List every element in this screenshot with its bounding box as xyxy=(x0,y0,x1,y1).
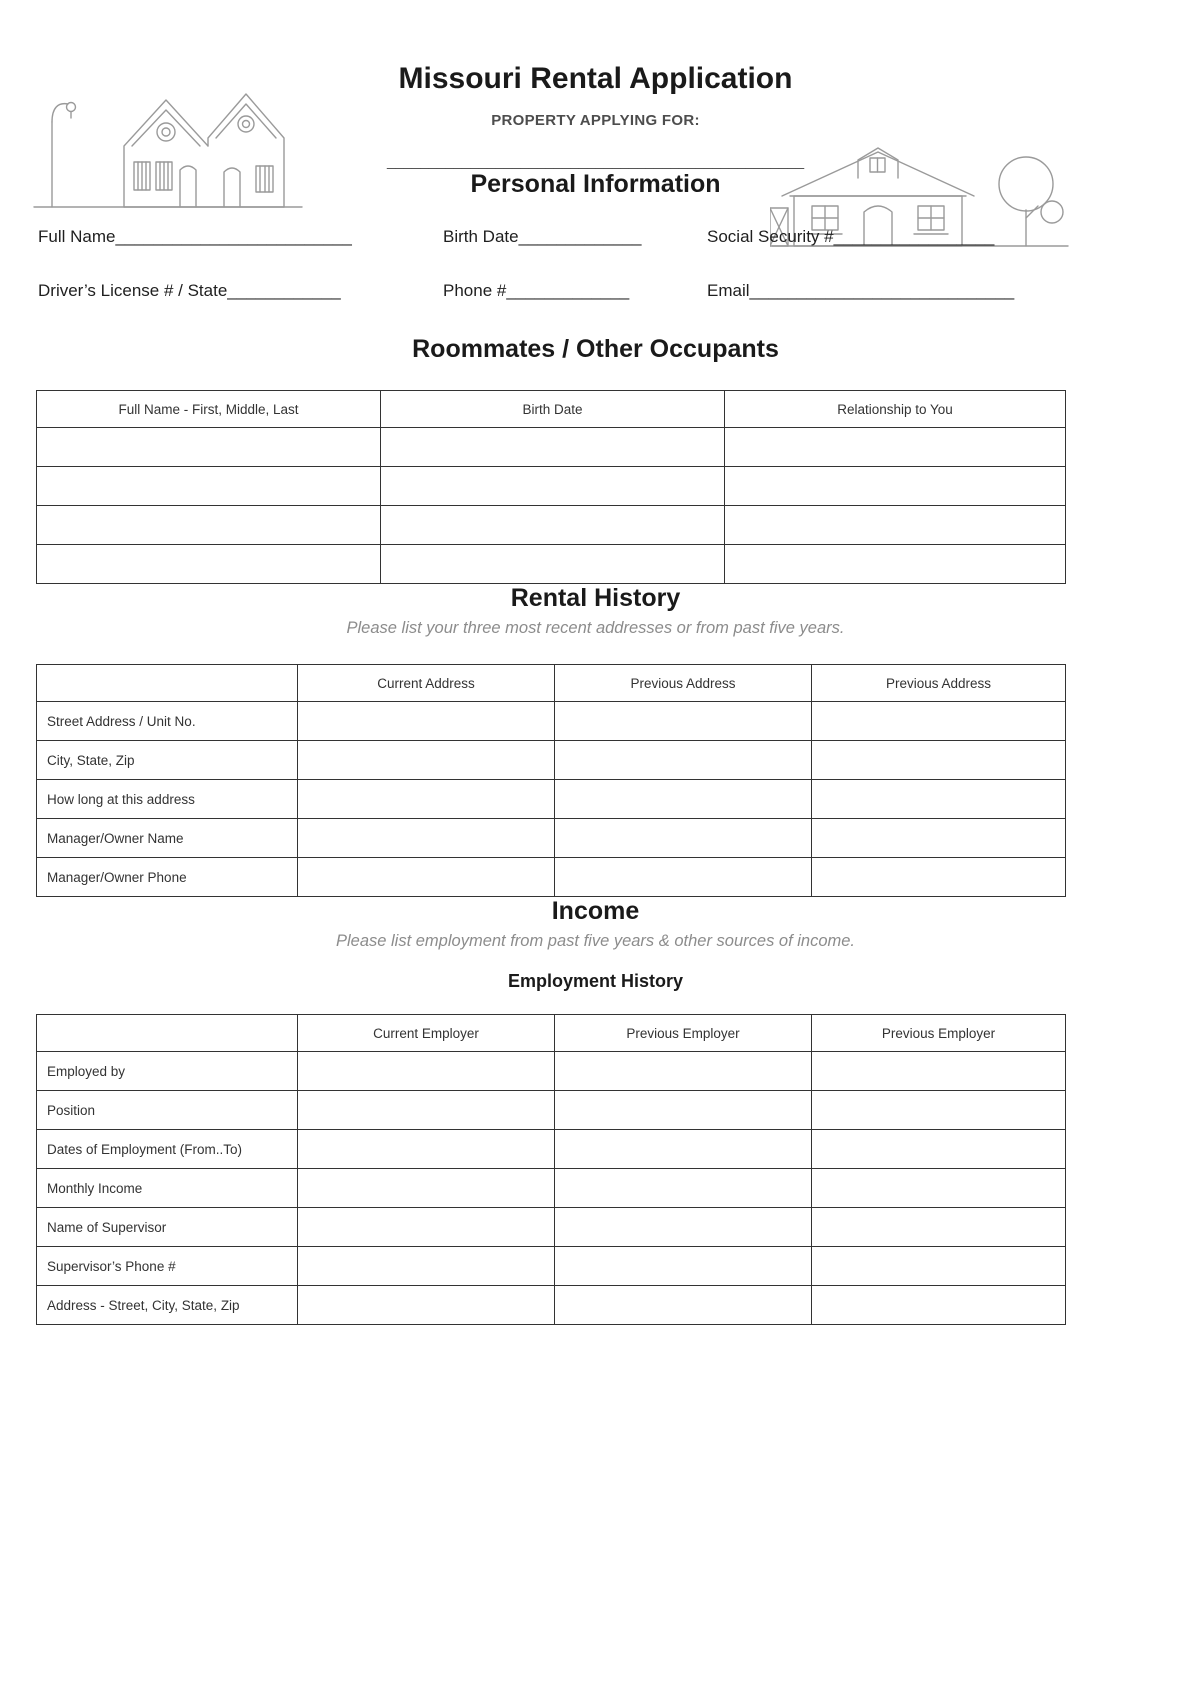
personal-fields-row-1 xyxy=(0,227,1191,281)
blank-cell[interactable] xyxy=(812,1247,1066,1286)
field-birth-date xyxy=(443,227,642,247)
blank-cell[interactable] xyxy=(381,428,725,467)
blank-cell[interactable] xyxy=(37,506,381,545)
row-label-address: Address - Street, City, State, Zip xyxy=(37,1286,298,1325)
blank-cell[interactable] xyxy=(298,741,555,780)
blank-cell[interactable] xyxy=(812,1286,1066,1325)
field-phone xyxy=(443,281,629,301)
rental-history-subtext: Please list your three most recent addresses or from past five years. xyxy=(346,619,845,637)
blank-cell[interactable] xyxy=(812,1169,1066,1208)
rental-row xyxy=(37,741,1066,780)
blank-cell[interactable] xyxy=(381,545,725,584)
blank-cell[interactable] xyxy=(812,1130,1066,1169)
employment-row xyxy=(37,1247,1066,1286)
full-name-label: Full Name xyxy=(38,227,116,246)
row-label-manager-phone: Manager/Owner Phone xyxy=(37,858,298,897)
field-full-name xyxy=(38,227,352,247)
blank-cell[interactable] xyxy=(555,1208,812,1247)
email-blank[interactable]: ____________________________ xyxy=(749,281,1015,300)
roommates-heading: Roommates / Other Occupants xyxy=(412,335,779,363)
blank-cell[interactable] xyxy=(298,1169,555,1208)
corner-cell xyxy=(37,665,298,702)
personal-fields-row-2 xyxy=(0,281,1191,335)
employment-row xyxy=(37,1130,1066,1169)
blank-cell[interactable] xyxy=(555,1130,812,1169)
corner-cell xyxy=(37,1015,298,1052)
blank-cell[interactable] xyxy=(725,506,1066,545)
col-header-current-address: Current Address xyxy=(298,665,555,702)
personal-fields xyxy=(0,227,1191,335)
blank-cell[interactable] xyxy=(812,780,1066,819)
col-header-previous-employer-2: Previous Employer xyxy=(812,1015,1066,1052)
house-illustration-left-icon xyxy=(28,66,308,211)
col-header-previous-employer-1: Previous Employer xyxy=(555,1015,812,1052)
blank-cell[interactable] xyxy=(298,819,555,858)
blank-cell[interactable] xyxy=(555,1247,812,1286)
col-header-full-name: Full Name - First, Middle, Last xyxy=(37,391,381,428)
blank-cell[interactable] xyxy=(298,780,555,819)
row-label-employed-by: Employed by xyxy=(37,1052,298,1091)
employment-row xyxy=(37,1286,1066,1325)
employment-row xyxy=(37,1052,1066,1091)
row-label-city-state-zip: City, State, Zip xyxy=(37,741,298,780)
blank-cell[interactable] xyxy=(812,819,1066,858)
blank-cell[interactable] xyxy=(555,819,812,858)
blank-cell[interactable] xyxy=(812,1208,1066,1247)
rental-row xyxy=(37,858,1066,897)
row-label-position: Position xyxy=(37,1091,298,1130)
birth-date-label: Birth Date xyxy=(443,227,519,246)
blank-cell[interactable] xyxy=(725,545,1066,584)
field-social-security xyxy=(707,227,994,247)
roommates-row xyxy=(37,545,1066,584)
income-subtext: Please list employment from past five years & other sources of income. xyxy=(335,932,856,950)
page-title: Missouri Rental Application xyxy=(398,62,793,95)
blank-cell[interactable] xyxy=(555,1169,812,1208)
blank-cell[interactable] xyxy=(298,1247,555,1286)
employment-header-row xyxy=(37,1015,1066,1052)
rental-history-heading: Rental History xyxy=(510,584,681,612)
blank-cell[interactable] xyxy=(812,1091,1066,1130)
personal-information-heading: Personal Information xyxy=(470,170,721,198)
employment-row xyxy=(37,1091,1066,1130)
blank-cell[interactable] xyxy=(812,741,1066,780)
col-header-previous-address-2: Previous Address xyxy=(812,665,1066,702)
rental-row xyxy=(37,702,1066,741)
rental-row xyxy=(37,780,1066,819)
rental-header-row xyxy=(37,665,1066,702)
blank-cell[interactable] xyxy=(555,1052,812,1091)
drivers-license-blank[interactable]: ____________ xyxy=(227,281,341,300)
employment-row xyxy=(37,1208,1066,1247)
blank-cell[interactable] xyxy=(555,1091,812,1130)
row-label-supervisor-phone: Supervisor’s Phone # xyxy=(37,1247,298,1286)
social-security-blank[interactable]: _________________ xyxy=(833,227,995,246)
blank-cell[interactable] xyxy=(37,467,381,506)
roommates-row xyxy=(37,467,1066,506)
drivers-license-label: Driver’s License # / State xyxy=(38,281,228,300)
employment-history-table xyxy=(36,1014,1066,1325)
income-heading: Income xyxy=(551,897,640,925)
roommates-row xyxy=(37,428,1066,467)
blank-cell[interactable] xyxy=(725,467,1066,506)
rental-row xyxy=(37,819,1066,858)
roommates-row xyxy=(37,506,1066,545)
phone-label: Phone # xyxy=(443,281,507,300)
blank-cell[interactable] xyxy=(555,741,812,780)
col-header-birth-date: Birth Date xyxy=(381,391,725,428)
col-header-current-employer: Current Employer xyxy=(298,1015,555,1052)
row-label-manager-name: Manager/Owner Name xyxy=(37,819,298,858)
blank-cell[interactable] xyxy=(298,702,555,741)
property-blank-line[interactable]: __________________________________________________ xyxy=(386,153,805,170)
blank-cell[interactable] xyxy=(37,545,381,584)
row-label-dates-of-employment: Dates of Employment (From..To) xyxy=(37,1130,298,1169)
row-label-street-address: Street Address / Unit No. xyxy=(37,702,298,741)
blank-cell[interactable] xyxy=(725,428,1066,467)
birth-date-blank[interactable]: _____________ xyxy=(518,227,642,246)
row-label-how-long: How long at this address xyxy=(37,780,298,819)
roommates-header-row xyxy=(37,391,1066,428)
employment-history-subheading: Employment History xyxy=(507,971,684,991)
blank-cell[interactable] xyxy=(298,858,555,897)
blank-cell[interactable] xyxy=(555,858,812,897)
field-email xyxy=(707,281,1014,301)
blank-cell[interactable] xyxy=(381,467,725,506)
row-label-supervisor-name: Name of Supervisor xyxy=(37,1208,298,1247)
blank-cell[interactable] xyxy=(298,1286,555,1325)
full-name-blank[interactable]: _________________________ xyxy=(115,227,352,246)
blank-cell[interactable] xyxy=(298,1052,555,1091)
blank-cell[interactable] xyxy=(555,1286,812,1325)
phone-blank[interactable]: _____________ xyxy=(506,281,630,300)
social-security-label: Social Security # xyxy=(707,227,834,246)
employment-row xyxy=(37,1169,1066,1208)
blank-cell[interactable] xyxy=(555,702,812,741)
col-header-previous-address-1: Previous Address xyxy=(555,665,812,702)
blank-cell[interactable] xyxy=(812,858,1066,897)
blank-cell[interactable] xyxy=(37,428,381,467)
property-applying-label: PROPERTY APPLYING FOR: xyxy=(491,112,700,129)
col-header-relationship: Relationship to You xyxy=(725,391,1066,428)
blank-cell[interactable] xyxy=(812,1052,1066,1091)
row-label-monthly-income: Monthly Income xyxy=(37,1169,298,1208)
email-label: Email xyxy=(707,281,750,300)
rental-history-table xyxy=(36,664,1066,897)
blank-cell[interactable] xyxy=(298,1130,555,1169)
blank-cell[interactable] xyxy=(298,1208,555,1247)
blank-cell[interactable] xyxy=(298,1091,555,1130)
field-drivers-license xyxy=(38,281,341,301)
blank-cell[interactable] xyxy=(381,506,725,545)
roommates-table xyxy=(36,390,1066,584)
blank-cell[interactable] xyxy=(812,702,1066,741)
blank-cell[interactable] xyxy=(555,780,812,819)
